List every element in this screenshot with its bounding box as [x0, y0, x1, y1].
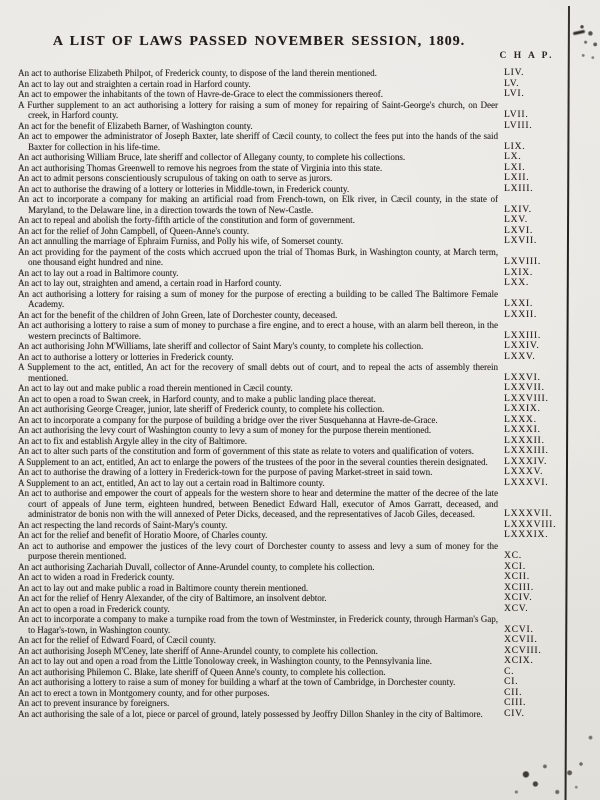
- law-entry: [18, 394, 578, 405]
- law-entry-chapter: LXIV.: [504, 204, 532, 215]
- law-entry-text: An act to authorise the drawing of a lottery or lotteries in Middle-town, in Frederick county.: [18, 183, 350, 194]
- law-entry-chapter: XCIV.: [504, 593, 533, 603]
- law-entry-text: An act respecting the land records of Saint-Mary's county.: [18, 519, 228, 530]
- law-entry: [18, 89, 578, 100]
- law-entry-text: An act authorising the sale of a lot, piece or parcel of ground, lately possessed by Jeoffry Dillon Shanley in the city of Baltimore.: [18, 708, 483, 719]
- law-entry-text: An act for the relief of Henry Alexander, of the city of Baltimore, an insolvent debtor.: [18, 593, 327, 603]
- law-entry-text: An act authorising William Bruce, late sheriff and collector of Allegany county, to complete his collections.: [18, 152, 406, 162]
- law-entry-text: An act authorising a lottery to raise a sum of money to purchase a fire engine, and to erect a house, with an alarm bell thereon, in the western precincts of Baltimore.: [18, 320, 498, 341]
- law-entry-chapter: LXXIII.: [504, 330, 541, 341]
- law-entry-text: An act annulling the marriage of Ephraim Furniss, and Polly his wife, of Somerset county.: [18, 236, 344, 246]
- law-entry: [18, 383, 578, 394]
- law-entry-text: An act to repeal and abolish the forty-fifth article of the constitution and form of government.: [18, 215, 355, 225]
- law-entry: [18, 194, 578, 215]
- law-entry-text: An act to widen a road in Frederick county.: [18, 572, 175, 582]
- law-entry-text: An act to prevent insurance by foreigners.: [18, 698, 170, 708]
- law-entry-text: An act to empower the administrator of Joseph Baxter, late sheriff of Cæcil county, to collect the fees put into the hands of the said Baxter for collection in his life-time.: [18, 131, 498, 152]
- law-entry: [18, 604, 578, 615]
- law-entry: [18, 320, 578, 341]
- law-entry-chapter: LXVI.: [504, 225, 534, 236]
- law-entry-text: An act for the benefit of Elizabeth Barner, of Washington county.: [18, 120, 253, 131]
- law-entry-chapter: CI.: [504, 677, 519, 687]
- law-entry-chapter: XCIX.: [504, 656, 534, 666]
- law-entry-text: An act to lay out and straighten a certain road in Harford county.: [18, 78, 251, 89]
- law-entry: [18, 247, 578, 268]
- law-entry-text: An act authorising John M'Williams, late sheriff and collector of Saint Mary's county, to complete his collection.: [18, 341, 424, 351]
- law-entry: [18, 677, 578, 688]
- law-entry: [18, 68, 578, 79]
- law-entry: [18, 709, 578, 720]
- law-entry: [18, 278, 578, 289]
- law-entry-chapter: XCV.: [504, 603, 529, 614]
- scanned-page: [18, 34, 578, 719]
- law-entry-chapter: LVII.: [504, 110, 529, 120]
- law-entry-text: A Supplement to an act, entitled, An act to lay out a certain road in Baltimore county.: [18, 477, 325, 488]
- law-entry: [18, 446, 578, 457]
- law-entry: [18, 163, 578, 174]
- law-entry-chapter: XCVIII.: [504, 645, 542, 656]
- law-entry: [18, 341, 578, 352]
- law-entry-chapter: CIV.: [504, 708, 525, 719]
- law-entry-chapter: LXXXIV.: [504, 456, 548, 467]
- law-entry-chapter: LXXXIX.: [504, 530, 549, 540]
- law-entry-text: An act to lay out and make public a road therein mentioned in Cæcil county.: [18, 383, 293, 393]
- law-entry-chapter: LXXXVII.: [504, 509, 553, 519]
- law-entry: [18, 289, 578, 310]
- law-entry-text: An act to authorise a lottery or lotteries in Frederick county.: [18, 351, 234, 362]
- chapter-column-header: C H A P.: [499, 51, 554, 61]
- law-entry: [18, 173, 578, 184]
- law-entry-chapter: LXXVI.: [504, 372, 541, 383]
- law-entry-chapter: LXVIII.: [504, 257, 541, 267]
- law-entry-text: An act to authorise the drawing of a lottery in Frederick-town for the purpose of paving Market-street in said town.: [18, 467, 433, 477]
- law-entry-text: An act authorising a lottery for raising a sum of money for the purpose of erecting a building to be called The Baltimore Female Academy.: [18, 288, 498, 309]
- law-entry: [18, 688, 578, 699]
- law-entry: [18, 656, 578, 667]
- law-entry: [18, 541, 578, 562]
- law-entry-text: An act authorising Zachariah Duvall, collector of Anne-Arundel county, to complete his collection.: [18, 561, 375, 572]
- ink-smudge-bottom-right: [505, 720, 600, 800]
- law-entry: [18, 467, 578, 478]
- law-entry-text: A Further supplement to an act authorising a lottery for raising a sum of money for repairing of Saint-George's church, on Deer creek, in Harford county.: [18, 99, 498, 120]
- law-entry-chapter: LXXIV.: [504, 341, 540, 351]
- law-entry: [18, 121, 578, 132]
- law-entry-chapter: LXI.: [504, 162, 526, 173]
- law-entry-chapter: CIII.: [504, 698, 527, 708]
- law-entry-chapter: LXIX.: [504, 267, 534, 278]
- law-entry-chapter: LIV.: [504, 68, 525, 78]
- law-entry: [18, 520, 578, 531]
- law-entry-text: An act to incorporate a company for the purpose of building a bridge over the river Susquehanna at Havre-de-Grace.: [18, 414, 438, 425]
- law-entry-text: An act to alter such parts of the constitution and form of government of this state as relate to voters and qualification of voters.: [18, 446, 474, 456]
- law-entry: [18, 152, 578, 163]
- law-entry-chapter: LXII.: [504, 173, 530, 183]
- law-entry-chapter: LXXXVIII.: [504, 519, 557, 530]
- law-entry-chapter: XCI.: [504, 561, 526, 572]
- law-entry: [18, 415, 578, 426]
- law-entry-chapter: LXXI.: [504, 299, 534, 309]
- law-entry: [18, 562, 578, 573]
- law-entry: [18, 457, 578, 468]
- law-entry-chapter: LX.: [504, 152, 522, 162]
- law-entry-text: An act to incorporate a company to make a turnpike road from the town of Westminster, in Frederick county, through Harman's Gap, to Hagar's-town, in Washington county.: [18, 614, 498, 635]
- law-entry-text: An act authorising George Creager, junior, late sheriff of Frederick county, to complete his collection.: [18, 404, 385, 414]
- law-entry: [18, 614, 578, 635]
- law-entry: [18, 530, 578, 541]
- law-entry: [18, 478, 578, 489]
- law-entry: [18, 226, 578, 237]
- law-entry-chapter: LXXXI.: [504, 425, 541, 435]
- law-entry-chapter: XCIII.: [504, 582, 534, 593]
- law-entry-text: An act to lay out and make public a road in Baltimore county therein mentioned.: [18, 582, 309, 593]
- law-entry-text: An act authorising the levy court of Washington county to levy a sum of money for the purpose therein mentioned.: [18, 425, 432, 435]
- law-entry-chapter: XCII.: [504, 572, 530, 582]
- law-entry-chapter: LXXII.: [504, 309, 538, 320]
- law-entry-chapter: LXX.: [504, 278, 530, 288]
- law-entry-text: An act to lay out a road in Baltimore county.: [18, 267, 179, 278]
- law-entry-text: A Supplement to the act, entitled, An act for the recovery of small debts out of court, and to repeal the acts of assembly therein mentioned.: [18, 362, 498, 383]
- law-entry-text: An act to fix and establish Argyle alley in the city of Baltimore.: [18, 435, 248, 446]
- law-entry-text: An act to open a road in Frederick county.: [18, 603, 170, 614]
- law-entry: [18, 404, 578, 415]
- law-entry-chapter: LXIII.: [504, 183, 534, 194]
- law-entry-chapter: LXXXIII.: [504, 446, 549, 456]
- law-entry-text: An act providing for the payment of the costs which accrued upon the trial of Thomas Burk, in Washington county, at March term, one thousand eight hundred and nine.: [18, 246, 498, 267]
- law-entry: [18, 236, 578, 247]
- law-entry: [18, 268, 578, 279]
- law-entry-chapter: LXXIX.: [504, 404, 541, 414]
- law-entry-chapter: LXXVII.: [504, 383, 545, 393]
- law-entry: [18, 100, 578, 121]
- law-entry-text: An act to lay out and open a road from the Little Tonoloway creek, in Washington county, to the Pennsylvania line.: [18, 656, 432, 666]
- law-entry: [18, 646, 578, 657]
- law-entry-chapter: LVIII.: [504, 120, 533, 131]
- law-entry: [18, 698, 578, 709]
- law-entry-chapter: LXXV.: [504, 351, 536, 362]
- law-list: [18, 68, 578, 719]
- law-entry: [18, 635, 578, 646]
- law-entry: [18, 131, 578, 152]
- law-entry-text: An act to incorporate a company for making an artificial road from French-town, on Elk river, in Cæcil county, in the state of Maryland, to the Delaware line, in a direction towards the town of New-Castle.: [18, 194, 498, 215]
- law-entry-chapter: LXVII.: [504, 236, 538, 246]
- law-entry-chapter: LXXXII.: [504, 435, 545, 446]
- law-entry: [18, 184, 578, 195]
- law-entry-text: An act to authorise Elizabeth Philpot, of Frederick county, to dispose of the land therein mentioned.: [18, 68, 377, 78]
- law-entry: [18, 667, 578, 678]
- law-entry: [18, 310, 578, 321]
- law-entry-text: A Supplement to an act, entitled, An act to enlarge the powers of the trustees of the poor in the several counties therein designated.: [18, 456, 488, 467]
- law-entry-chapter: LXXVIII.: [504, 393, 549, 404]
- page-title: A LIST OF LAWS PASSED NOVEMBER SESSION, 1809.: [52, 34, 466, 49]
- law-entry-chapter: LXV.: [504, 215, 528, 225]
- law-entry: [18, 215, 578, 226]
- law-entry: [18, 79, 578, 90]
- law-entry-text: An act for the relief of Edward Foard, of Cæcil county.: [18, 635, 216, 645]
- law-entry: [18, 488, 578, 520]
- law-entry-text: An act authorising Joseph M'Ceney, late sheriff of Anne-Arundel county, to complete his collection.: [18, 645, 378, 656]
- law-entry-chapter: CII.: [504, 687, 523, 698]
- law-entry-chapter: XCVII.: [504, 635, 538, 645]
- law-entry-text: An act to lay out, straighten and amend, a certain road in Harford county.: [18, 278, 282, 288]
- law-entry-chapter: LXXXV.: [504, 467, 544, 477]
- law-entry-text: An act authorising a lottery to raise a sum of money for building a wharf at the town of Cambridge, in Dorchester county.: [18, 677, 456, 687]
- law-entry-text: An act authorising Philemon C. Blake, late sheriff of Queen Anne's county, to complete his collection.: [18, 666, 386, 677]
- law-entry-chapter: XCVI.: [504, 624, 534, 635]
- law-entry-chapter: LXXX.: [504, 414, 537, 425]
- law-entry-chapter: LVI.: [504, 89, 525, 99]
- law-entry-text: An act to admit persons conscientiously scrupulous of taking on oath to serve as jurors.: [18, 173, 333, 183]
- ink-smudge-top-right: [576, 18, 600, 62]
- law-entry: [18, 352, 578, 363]
- law-entry-text: An act to authorise and empower the court of appeals for the western shore to hear and determine the matter of the decree of the late court of appeals of June term, eighteen hundred, between Benedict Edward Hall, executor of Amos Garratt, deceased, and administrator de bonis non with the will annexed of Peter Dicks, deceased, and the representatives of Jacob Giles, deceased.: [18, 488, 498, 519]
- law-entry-text: An act to open a road to Swan creek, in Harford county, and to make a public landing place thereat.: [18, 393, 376, 404]
- law-entry: [18, 425, 578, 436]
- law-entry-text: An act for the relief and benefit of Horatio Moore, of Charles county.: [18, 530, 268, 540]
- law-entry: [18, 362, 578, 383]
- law-entry: [18, 593, 578, 604]
- law-entry-text: An act for the relief of John Campbell, of Queen-Anne's county.: [18, 225, 249, 236]
- law-entry-chapter: C.: [504, 666, 515, 677]
- law-entry: [18, 436, 578, 447]
- law-entry-text: An act for the benefit of the children of John Green, late of Dorchester county, deceased.: [18, 309, 338, 320]
- law-entry: [18, 583, 578, 594]
- law-entry: [18, 572, 578, 583]
- law-entry-text: An act to authorise and empower the justices of the levy court of Dorchester county to assess and levy a sum of money for the purpose therein mentioned.: [18, 540, 498, 561]
- law-entry-text: An act to empower the inhabitants of the town of Havre-de-Grace to elect the commissioners thereof.: [18, 89, 383, 99]
- law-entry-chapter: LIX.: [504, 141, 526, 152]
- law-entry-chapter: LXXXVI.: [504, 477, 549, 488]
- law-entry-chapter: XC.: [504, 551, 522, 561]
- law-entry-text: An act to erect a town in Montgomery county, and for other purposes.: [18, 687, 270, 698]
- law-entry-chapter: LV.: [504, 78, 520, 89]
- law-entry-text: An act authorising Thomas Greenwell to remove his negroes from the state of Virginia into this state.: [18, 162, 383, 173]
